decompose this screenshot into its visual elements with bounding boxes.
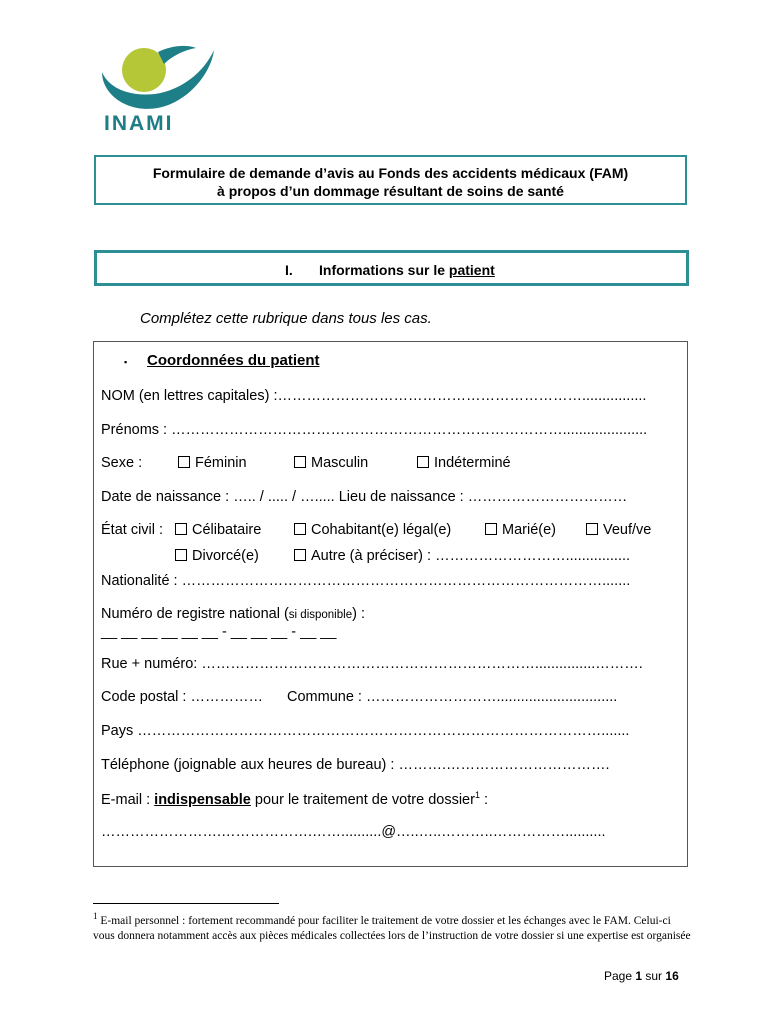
option-label: Masculin [311,455,369,471]
option-label: Veuf/ve [603,522,652,538]
code-postal-field[interactable]: Code postal : …………… [101,689,263,705]
patient-form-box [93,341,688,867]
etat-civil-label: État civil : [101,522,164,538]
birth-date-place-field[interactable]: Date de naissance : ….. / ..... / …..... Lieu de naissance : …………………………… [101,489,628,505]
registre-label-end: ) : [352,606,365,622]
document-title-line1: Formulaire de demande d’avis au Fonds des accidents médicaux (FAM) [152,165,629,181]
page-number [604,969,679,983]
page-total: 16 [665,969,679,983]
document-title-line2: à propos d’un dommage résultant de soins de santé [217,183,564,199]
etat-civil-celibataire[interactable] [175,522,261,538]
intro-text: Complétez cette rubrique dans tous les cas. [140,310,432,327]
commune-field[interactable]: Commune : ……………………….............................. [287,689,618,705]
page-middle: sur [642,969,666,983]
email-label [101,790,488,808]
checkbox-icon[interactable] [294,456,306,468]
option-label: Indéterminé [434,455,511,471]
sexe-indetermine-option[interactable] [417,455,511,471]
email-prefix: E-mail : [101,791,155,808]
section-number: I. [285,262,293,278]
nom-field[interactable]: NOM (en lettres capitales) :………………………………………………………................ [101,388,647,404]
section-title-prefix: Informations sur le [319,262,449,278]
option-label: Autre (à préciser) : ………………………................ [311,548,631,564]
etat-civil-marie[interactable] [485,522,556,538]
footnote-text: E-mail personnel : fortement recommandé pour faciliter le traitement de votre dossier et les échanges avec le FAM. Celui-ci vous donnera notamment accès aux pièces médicales collectées lors de l’instruction de votre dossier si une expertise est organisée [93,914,691,943]
checkbox-icon[interactable] [294,549,306,561]
option-label: Féminin [195,455,247,471]
email-colon: : [479,791,489,808]
footnote [93,909,693,945]
registre-note: si disponible [288,609,353,621]
etat-civil-veuf[interactable] [586,522,651,538]
sexe-masculin-option[interactable] [294,455,368,471]
checkbox-icon[interactable] [417,456,429,468]
section-title [319,262,495,278]
option-label: Célibataire [192,522,262,538]
document-title-box [94,155,687,205]
page-prefix: Page [604,969,636,983]
option-label: Divorcé(e) [192,548,259,564]
footnote-ref: 1 [474,790,480,800]
email-field[interactable]: …………………….……………….……..........@…..…..………..…………….......... [101,824,606,840]
footnote-number: 1 [93,911,98,921]
section-header [94,250,689,286]
checkbox-icon[interactable] [175,523,187,535]
coordinates-heading: Coordonnées du patient [147,352,320,369]
nationalite-field[interactable]: Nationalité : ……………………………………………………………………………....... [101,573,631,589]
checkbox-icon[interactable] [485,523,497,535]
email-required: indispensable [154,791,251,808]
etat-civil-autre[interactable] [294,548,630,564]
checkbox-icon[interactable] [178,456,190,468]
rue-field[interactable]: Rue + numéro: ……………………………………………………………...............………. [101,656,643,672]
email-suffix: pour le traitement de votre dossier [250,791,475,808]
page-current: 1 [635,969,643,983]
option-label: Marié(e) [502,522,556,538]
prenoms-field[interactable]: Prénoms : ………………………………………………………………………..................... [101,422,648,438]
registre-label-text: Numéro de registre national ( [101,606,289,622]
sexe-label: Sexe : [101,455,143,471]
registre-label [101,606,365,622]
checkbox-icon[interactable] [294,523,306,535]
pays-field[interactable]: Pays ……………………………………………………………………………………....... [101,723,630,739]
logo-text: INAMI [104,112,174,135]
telephone-field[interactable]: Téléphone (joignable aux heures de bureau) : ……….……………………………. [101,757,610,773]
footnote-divider [93,903,279,904]
registre-field[interactable]: __ __ __ __ __ __ - __ __ __ - __ __ [101,624,337,640]
bullet-icon: ▪ [124,357,128,367]
checkbox-icon[interactable] [175,549,187,561]
etat-civil-cohabitant[interactable] [294,522,451,538]
sexe-feminin-option[interactable] [178,455,247,471]
checkbox-icon[interactable] [586,523,598,535]
option-label: Cohabitant(e) légal(e) [311,522,452,538]
section-title-underlined: patient [448,262,495,278]
etat-civil-divorce[interactable] [175,548,259,564]
